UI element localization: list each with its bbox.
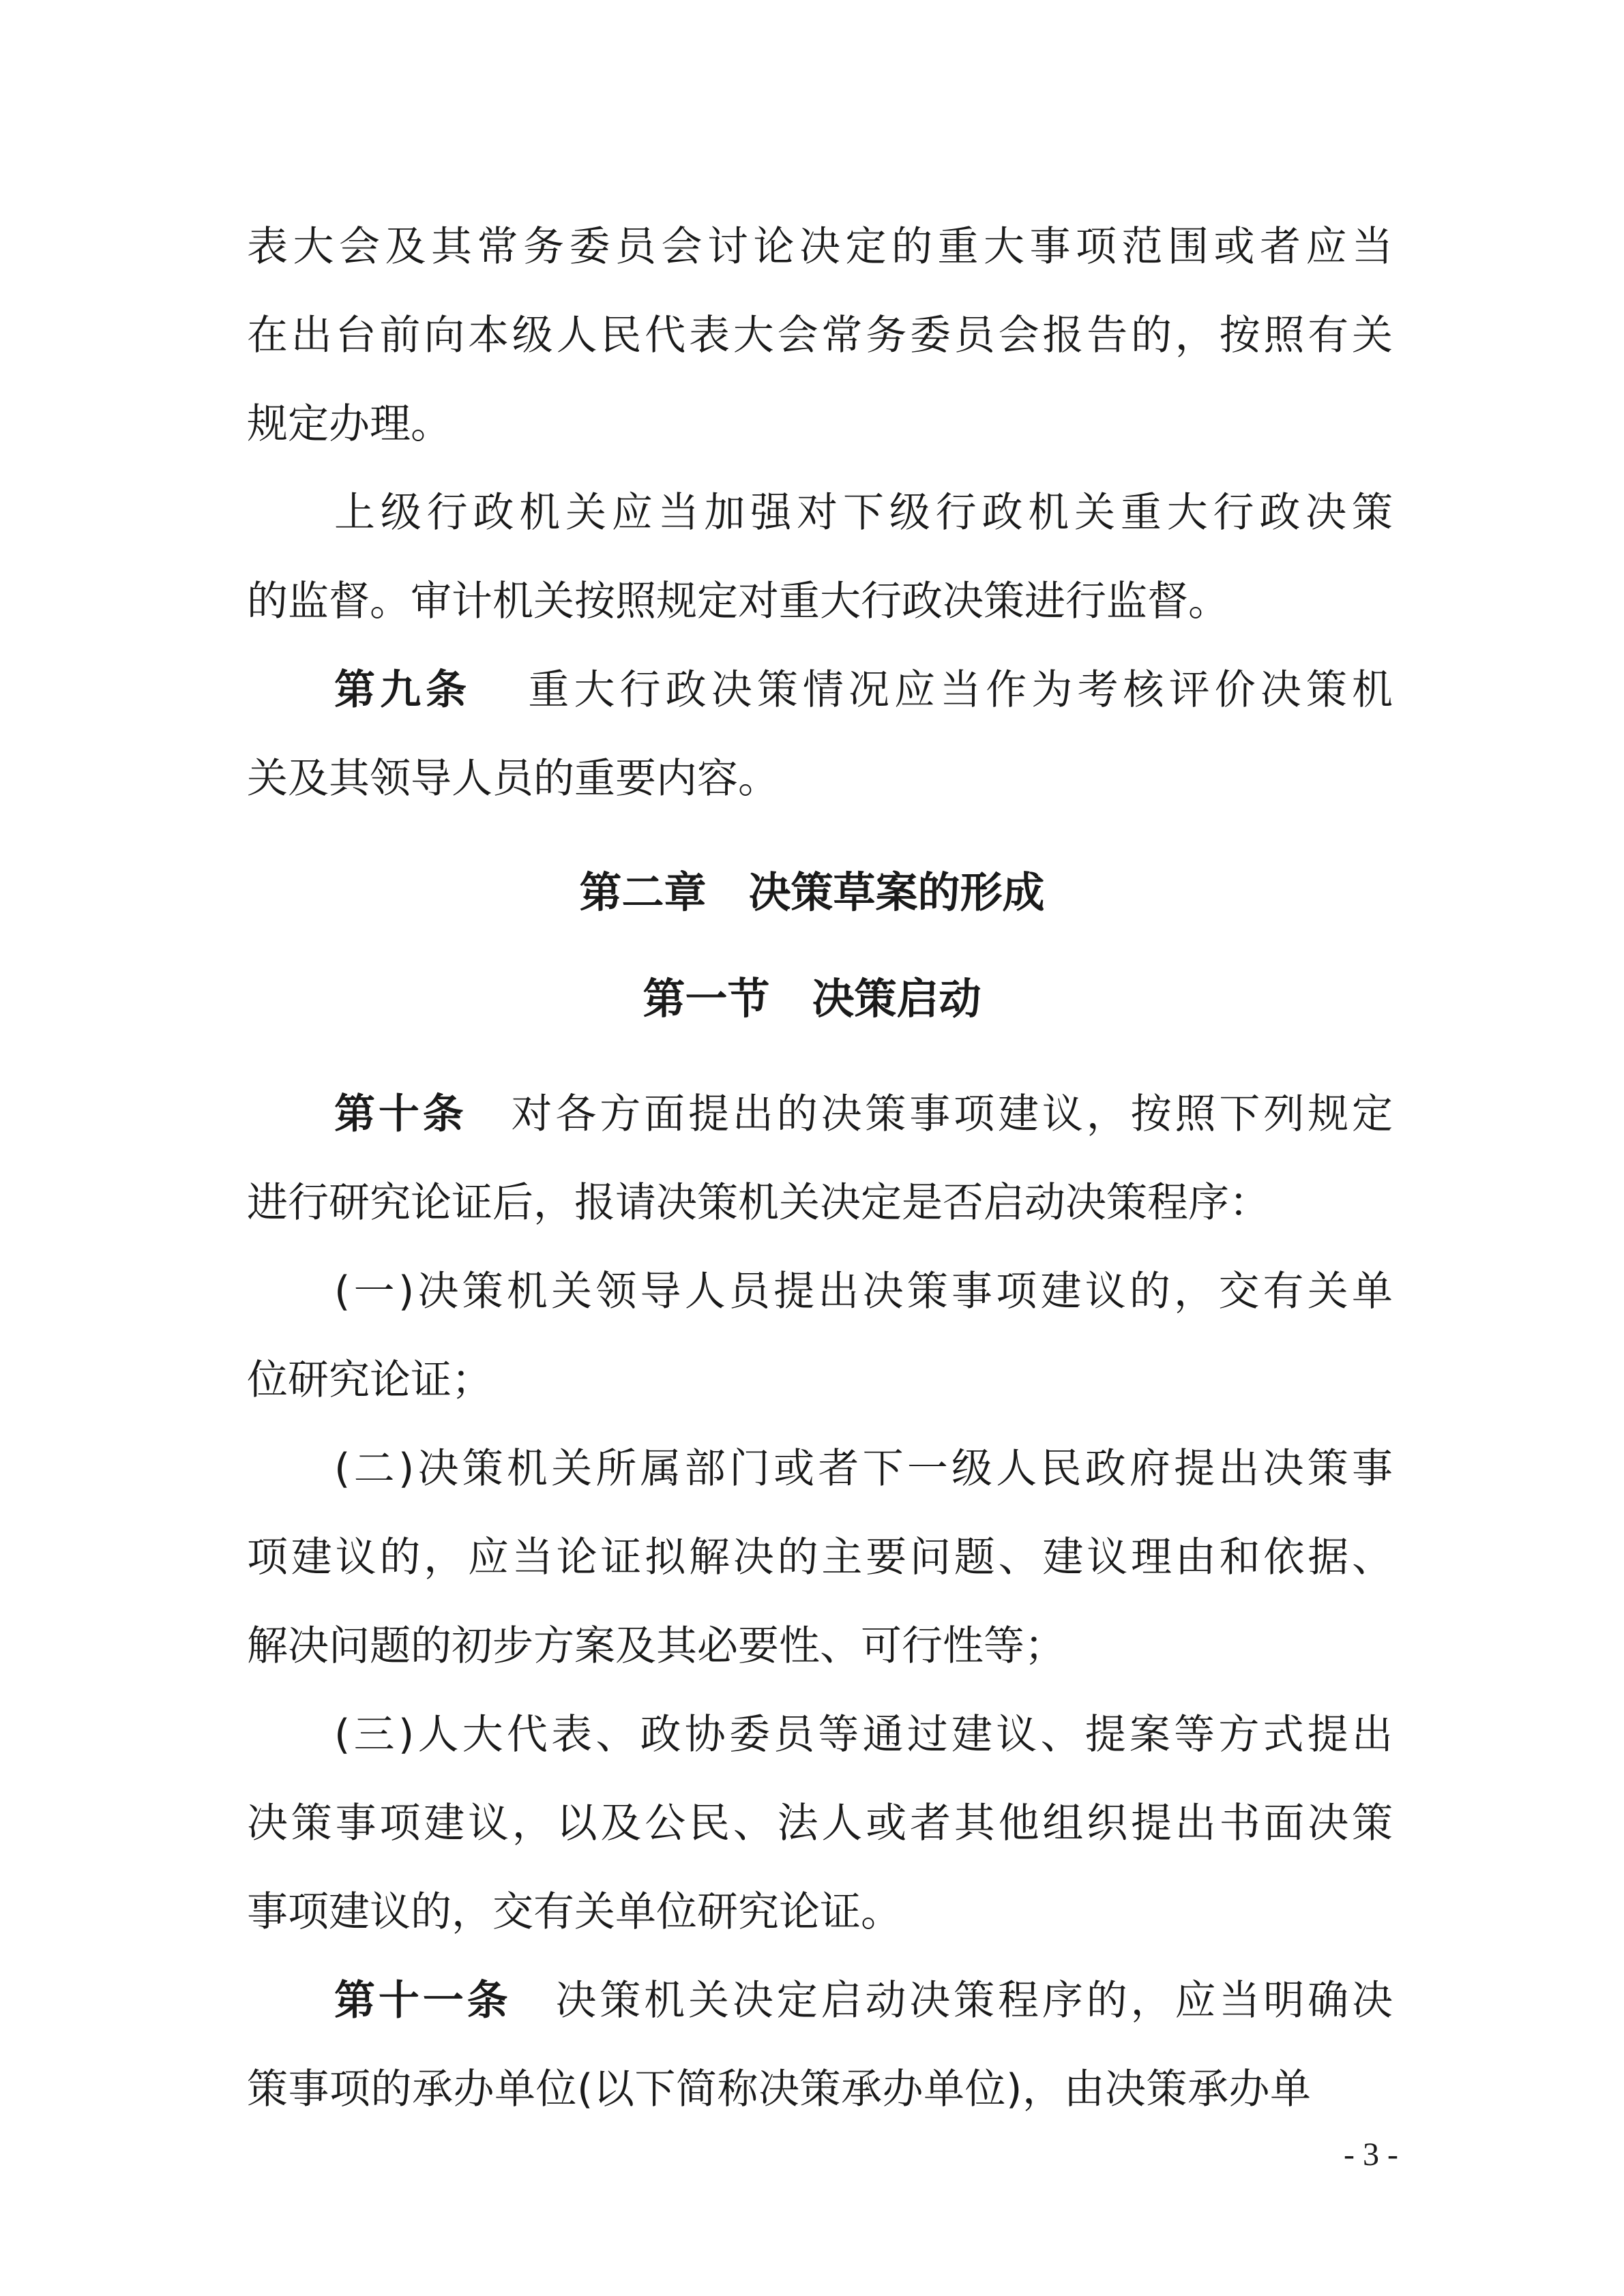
article-number: 第十一条 [334,1977,512,2025]
section-title: 第一节 决策启动 [643,974,981,1024]
paragraph-line: 表大会及其常务委员会讨论决定的重大事项范围或者应当 [247,223,1393,271]
paragraph-line: 进行研究论证后，报请决策机关决定是否启动决策程序： [247,1179,1270,1227]
list-item-line: 决策事项建议，以及公民、法人或者其他组织提出书面决策 [247,1800,1393,1847]
article-number: 第十条 [334,1090,467,1138]
article-text: 对各方面提出的决策事项建议，按照下列规定 [507,1090,1393,1138]
article-number: 第九条 [334,666,472,714]
article-text: 决策机关决定启动决策程序的，应当明确决 [552,1977,1393,2025]
article-line [334,660,1393,720]
list-item-line: 事项建议的，交有关单位研究论证。 [247,1888,902,1936]
list-item-line: 位研究论证； [247,1356,492,1404]
paragraph-line: 关及其领导人员的重要内容。 [247,755,779,803]
list-item-line: (一)决策机关领导人员提出决策事项建议的，交有关单 [334,1268,1393,1315]
paragraph-line: 规定办理。 [247,400,452,448]
list-item-line: 项建议的，应当论证拟解决的主要问题、建议理由和依据、 [247,1534,1393,1581]
paragraph-line: 在出台前向本级人民代表大会常务委员会报告的，按照有关 [247,312,1393,359]
list-item-line: (三)人大代表、政协委员等通过建议、提案等方式提出 [334,1711,1393,1759]
chapter-title: 第二章 决策草案的形成 [579,867,1045,917]
paragraph-line: 上级行政机关应当加强对下级行政机关重大行政决策 [334,489,1393,537]
paragraph-line: 的监督。审计机关按照规定对重大行政决策进行监督。 [247,578,1229,625]
article-text: 重大行政决策情况应当作为考核评价决策机 [523,666,1393,714]
list-item-line: (二)决策机关所属部门或者下一级人民政府提出决策事 [334,1445,1393,1493]
page-number: - 3 - [1344,2136,1398,2173]
article-line [334,1971,1393,2031]
list-item-line: 解决问题的初步方案及其必要性、可行性等； [247,1622,1065,1670]
paragraph-line: 策事项的承办单位(以下简称决策承办单位)，由决策承办单 [247,2066,1311,2113]
article-line [334,1084,1393,1144]
